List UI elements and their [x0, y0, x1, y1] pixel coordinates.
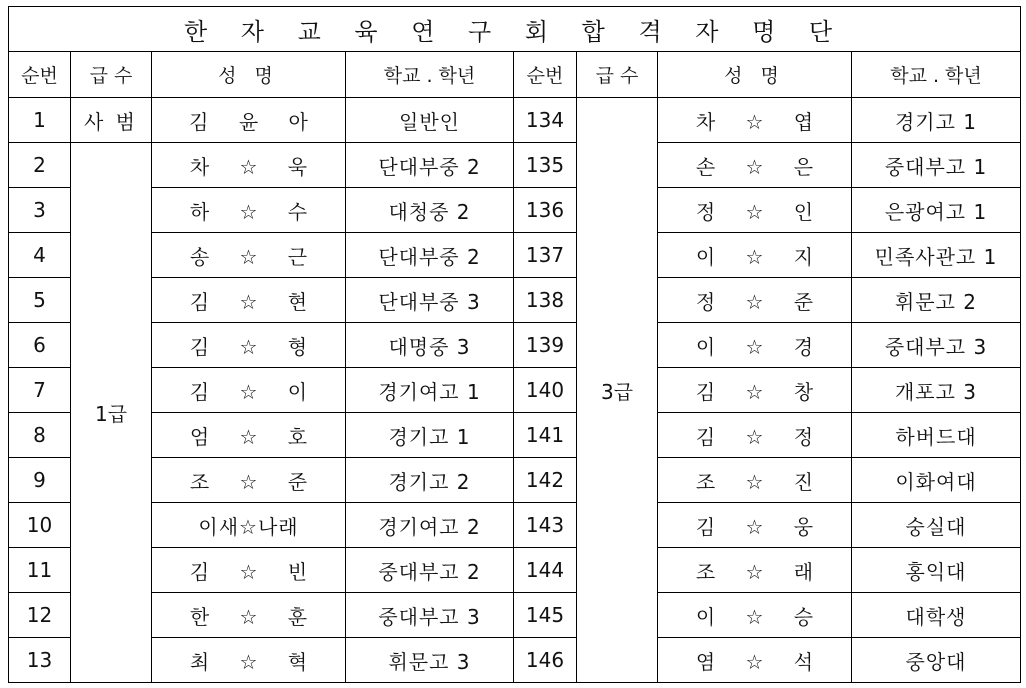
table-row [9, 98, 1021, 143]
person-name: 최 ☆ 혁 [152, 638, 346, 683]
table-row [9, 278, 1021, 323]
header-name-right: 성 명 [658, 52, 852, 98]
table-row [9, 143, 1021, 188]
school-grade: 단대부중 3 [346, 278, 514, 323]
school-grade: 경기고 2 [346, 458, 514, 503]
header-no: 순번 [9, 52, 71, 98]
person-name: 한 ☆ 훈 [152, 593, 346, 638]
row-number: 140 [514, 368, 577, 413]
school-grade: 민족사관고 1 [852, 233, 1021, 278]
row-number: 7 [9, 368, 71, 413]
row-number: 138 [514, 278, 577, 323]
school-grade: 중대부고 3 [852, 323, 1021, 368]
header-no-right: 순번 [514, 52, 577, 98]
person-name: 조 ☆ 래 [658, 548, 852, 593]
row-number: 143 [514, 503, 577, 548]
person-name: 김 ☆ 창 [658, 368, 852, 413]
row-number: 139 [514, 323, 577, 368]
person-name: 하 ☆ 수 [152, 188, 346, 233]
row-number: 136 [514, 188, 577, 233]
school-grade: 단대부중 2 [346, 233, 514, 278]
person-name: 염 ☆ 석 [658, 638, 852, 683]
row-number: 3 [9, 188, 71, 233]
row-number: 142 [514, 458, 577, 503]
person-name: 김 ☆ 웅 [658, 503, 852, 548]
person-name: 엄 ☆ 호 [152, 413, 346, 458]
page-title: 한 자 교 육 연 구 회 합 격 자 명 단 [9, 7, 1021, 52]
row-number: 10 [9, 503, 71, 548]
row-number: 135 [514, 143, 577, 188]
person-name: 조 ☆ 진 [658, 458, 852, 503]
school-grade: 대명중 3 [346, 323, 514, 368]
person-name: 이 ☆ 지 [658, 233, 852, 278]
person-name: 송 ☆ 근 [152, 233, 346, 278]
row-number: 144 [514, 548, 577, 593]
school-grade: 중대부고 1 [852, 143, 1021, 188]
person-name: 차 ☆ 엽 [658, 98, 852, 143]
person-name: 김 ☆ 현 [152, 278, 346, 323]
school-grade: 개포고 3 [852, 368, 1021, 413]
person-name: 김 ☆ 정 [658, 413, 852, 458]
table-row [9, 233, 1021, 278]
person-name: 이 ☆ 경 [658, 323, 852, 368]
header-row [9, 52, 1021, 98]
person-name: 이새☆나래 [152, 503, 346, 548]
pass-list-table [8, 6, 1021, 683]
person-name: 김 ☆ 이 [152, 368, 346, 413]
school-grade: 경기고 1 [346, 413, 514, 458]
row-number: 5 [9, 278, 71, 323]
person-name: 김 윤 아 [152, 98, 346, 143]
row-number: 6 [9, 323, 71, 368]
row-number: 9 [9, 458, 71, 503]
person-name: 조 ☆ 준 [152, 458, 346, 503]
table-row [9, 323, 1021, 368]
school-grade: 숭실대 [852, 503, 1021, 548]
school-grade: 경기여고 1 [346, 368, 514, 413]
row-number: 4 [9, 233, 71, 278]
row-number: 2 [9, 143, 71, 188]
person-name: 정 ☆ 인 [658, 188, 852, 233]
grade-cell: 1급 [71, 143, 152, 683]
header-name: 성 명 [152, 52, 346, 98]
person-name: 이 ☆ 승 [658, 593, 852, 638]
row-number: 134 [514, 98, 577, 143]
table-row [9, 593, 1021, 638]
row-number: 13 [9, 638, 71, 683]
school-grade: 경기고 1 [852, 98, 1021, 143]
school-grade: 대청중 2 [346, 188, 514, 233]
table-row [9, 503, 1021, 548]
person-name: 정 ☆ 준 [658, 278, 852, 323]
school-grade: 휘문고 2 [852, 278, 1021, 323]
header-school: 학교 . 학년 [346, 52, 514, 98]
person-name: 손 ☆ 은 [658, 143, 852, 188]
table-row [9, 413, 1021, 458]
school-grade: 단대부중 2 [346, 143, 514, 188]
school-grade: 휘문고 3 [346, 638, 514, 683]
person-name: 김 ☆ 빈 [152, 548, 346, 593]
header-grade: 급 수 [71, 52, 152, 98]
row-number: 12 [9, 593, 71, 638]
school-grade: 중대부고 3 [346, 593, 514, 638]
header-school-right: 학교 . 학년 [852, 52, 1021, 98]
grade-cell: 3급 [577, 98, 658, 683]
school-grade: 대학생 [852, 593, 1021, 638]
table-row [9, 188, 1021, 233]
person-name: 김 ☆ 형 [152, 323, 346, 368]
school-grade: 홍익대 [852, 548, 1021, 593]
school-grade: 중대부고 2 [346, 548, 514, 593]
row-number: 141 [514, 413, 577, 458]
row-number: 8 [9, 413, 71, 458]
school-grade: 경기여고 2 [346, 503, 514, 548]
school-grade: 이화여대 [852, 458, 1021, 503]
school-grade: 은광여고 1 [852, 188, 1021, 233]
school-grade: 하버드대 [852, 413, 1021, 458]
school-grade: 일반인 [346, 98, 514, 143]
row-number: 145 [514, 593, 577, 638]
row-number: 146 [514, 638, 577, 683]
table-row [9, 638, 1021, 683]
table-row [9, 368, 1021, 413]
row-number: 137 [514, 233, 577, 278]
person-name: 차 ☆ 욱 [152, 143, 346, 188]
header-grade-right: 급 수 [577, 52, 658, 98]
row-number: 1 [9, 98, 71, 143]
table-row [9, 548, 1021, 593]
row-number: 11 [9, 548, 71, 593]
school-grade: 중앙대 [852, 638, 1021, 683]
grade-cell: 사 범 [71, 98, 152, 143]
table-row [9, 458, 1021, 503]
